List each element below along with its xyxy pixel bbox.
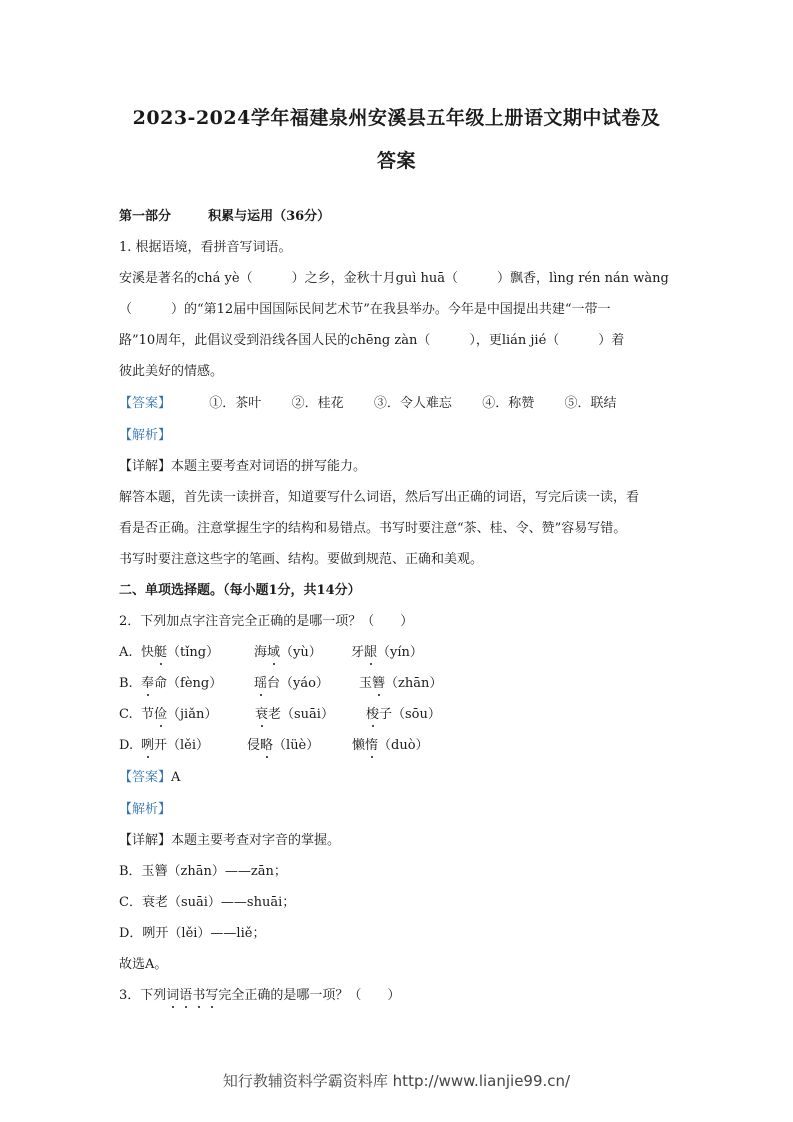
option-letter: B. xyxy=(119,676,133,691)
option-item: 快艇（tǐng） xyxy=(141,645,220,660)
q1-detail-line2: 解答本题，首先读一读拼音，知道要写什么词语，然后写出正确的词语，写完后读一读，看 xyxy=(119,490,640,505)
option-letter: C. xyxy=(119,707,133,722)
q2-answer-row xyxy=(119,769,180,787)
q1-analysis-label: 【解析】 xyxy=(119,428,172,443)
q1-answer-1: ①．茶叶 xyxy=(209,396,262,411)
q2-detail-line2: B．玉簪（zhān）——zān； xyxy=(119,864,287,879)
q1-paragraph-line1: 安溪是著名的chá yè（ ）之乡，金秋十月guì huā（ ）飘香，lìng rén nán wàng xyxy=(119,271,669,286)
q1-paragraph-line3: 路”10周年，此倡议受到沿线各国人民的chēng zàn（ ），更lián jié（ ）着 xyxy=(119,333,625,348)
option-item: 衰老（suāi） xyxy=(255,707,334,722)
option-letter: A. xyxy=(119,645,133,660)
q2-detail-line4: D．咧开（lěi）——liě； xyxy=(119,926,266,941)
q2-option-b xyxy=(119,675,443,693)
q2-conclusion: 故选A。 xyxy=(119,957,168,972)
q1-answer-row xyxy=(119,395,617,413)
footer-watermark: 知行教辅资料学霸资料库 http://www.lianjie99.cn/ xyxy=(222,1072,571,1090)
q1-detail-line4: 书写时要注意这些字的笔画、结构。要做到规范、正确和美观。 xyxy=(119,552,484,567)
q2-detail-line3: C．衰老（suāi）——shuāi； xyxy=(119,895,296,910)
option-letter: D. xyxy=(119,738,134,753)
q1-answer-2: ②．桂花 xyxy=(291,396,344,411)
q2-detail-line1: 【详解】本题主要考查对字音的掌握。 xyxy=(119,833,341,848)
q3-stem: 3．下列词语书写完全正确的是哪一项？（ ） xyxy=(119,988,401,1003)
dotted-char: 写 xyxy=(205,988,219,1003)
option-item: 玉簪（zhān） xyxy=(359,676,443,691)
q1-stem: 1. 根据语境，看拼音写词语。 xyxy=(119,240,292,255)
q1-answer-label: 【答案】 xyxy=(119,396,172,411)
q1-paragraph-line2: （ ）的“第12届中国国际民间艺术节”在我县举办。今年是中国提出共建“一带一 xyxy=(119,302,611,317)
q1-detail-line3: 看是否正确。注意掌握生字的结构和易错点。书写时要注意“茶、桂、令、赞”容易写错。 xyxy=(119,521,627,536)
q2-option-a xyxy=(119,644,423,662)
dotted-char: 词 xyxy=(166,988,180,1003)
option-item: 咧开（lěi） xyxy=(141,738,210,753)
q2-stem: 2．下列加点字注音完全正确的是哪一项？（ ） xyxy=(119,614,414,629)
option-item: 海域（yù） xyxy=(254,645,322,660)
option-item: 懒惰（duò） xyxy=(352,738,429,753)
dotted-char: 语 xyxy=(179,988,193,1003)
q1-paragraph-line4: 彼此美好的情感。 xyxy=(119,364,224,379)
q2-option-d xyxy=(119,737,429,755)
option-item: 奉命（fèng） xyxy=(141,676,223,691)
part1-subheading: 积累与运用（36分） xyxy=(208,209,331,224)
q2-analysis-label: 【解析】 xyxy=(119,802,172,817)
q2-option-c xyxy=(119,706,441,724)
option-item: 侵略（lüè） xyxy=(247,738,320,753)
part1-heading: 第一部分 xyxy=(119,209,172,224)
part1-heading-row xyxy=(119,208,330,226)
q1-answer-5: ⑤．联结 xyxy=(564,396,617,411)
q1-answer-4: ④．称赞 xyxy=(482,396,535,411)
q2-answer-label: 【答案】 xyxy=(119,770,172,785)
option-item: 牙龈（yín） xyxy=(351,645,423,660)
q1-answer-3: ③．令人难忘 xyxy=(373,396,452,411)
document-title-line1: 2023-2024学年福建泉州安溪县五年级上册语文期中试卷及 xyxy=(132,107,661,129)
option-item: 瑶台（yáo） xyxy=(254,676,329,691)
document-title-line2: 答案 xyxy=(376,150,416,172)
dotted-char: 书 xyxy=(192,988,206,1003)
q2-answer-value: A xyxy=(171,770,181,785)
option-item: 梭子（sōu） xyxy=(366,707,441,722)
q1-detail-line1: 【详解】本题主要考查对词语的拼写能力。 xyxy=(119,459,367,474)
section2-heading: 二、单项选择题。（每小题1分，共14分） xyxy=(119,583,361,598)
option-item: 节俭（jiǎn） xyxy=(141,707,218,722)
